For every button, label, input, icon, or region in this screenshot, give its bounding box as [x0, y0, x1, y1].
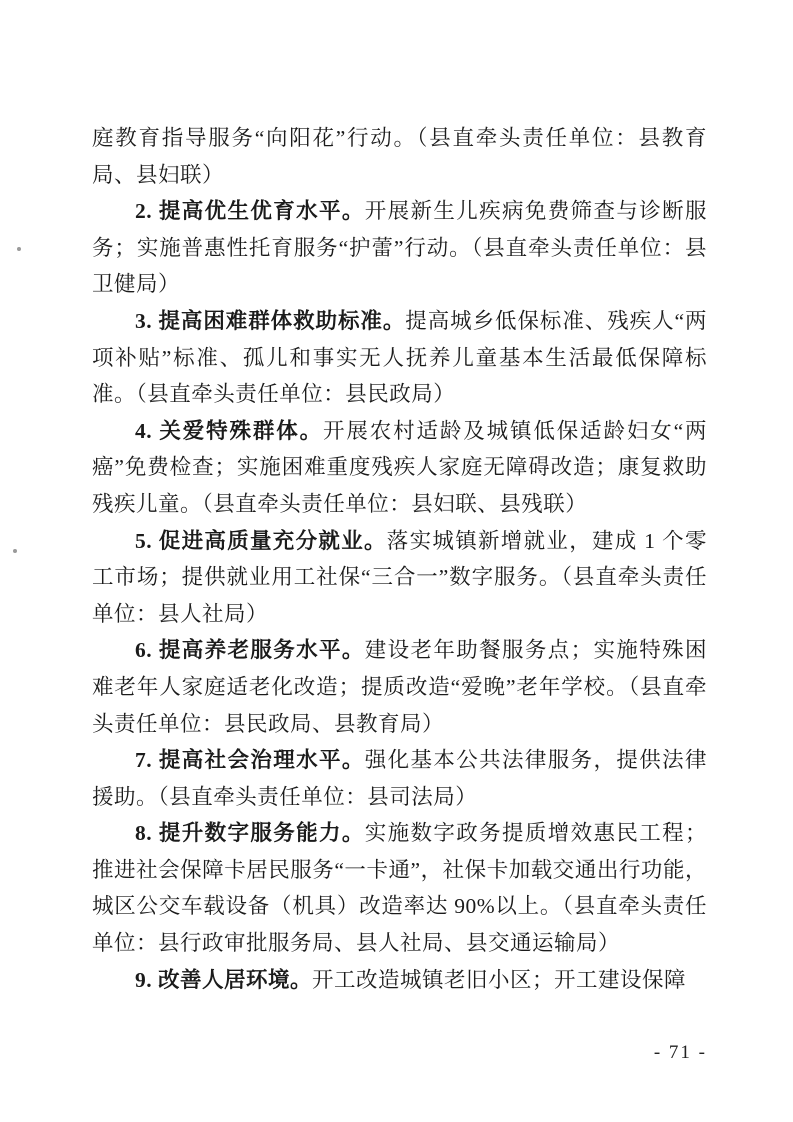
item-heading: 9. 改善人居环境。	[135, 967, 313, 992]
page-number: - 71 -	[653, 1042, 707, 1063]
body-text: 强化基本公共法律服务，提供法律援助。（县直牵头责任单位：县司法局）	[92, 748, 707, 809]
paragraph	[92, 413, 707, 523]
item-heading: 4. 关爱特殊群体。	[135, 418, 323, 443]
paragraph	[92, 632, 707, 742]
paragraph	[92, 815, 707, 961]
scan-speck-icon	[13, 549, 17, 553]
body-text: 开展农村适龄及城镇低保适龄妇女“两癌”免费检查；实施困难重度残疾人家庭无障碍改造；康复救助残疾儿童。（县直牵头责任单位：县妇联、县残联）	[92, 418, 707, 516]
paragraph	[92, 523, 707, 633]
body-text: 落实城镇新增就业，建成 1 个零工市场；提供就业用工社保“三合一”数字服务。（县直牵头责任单位：县人社局）	[92, 528, 707, 626]
scan-speck-icon	[17, 247, 21, 251]
body-text: 建设老年助餐服务点；实施特殊困难老年人家庭适老化改造；提质改造“爱晚”老年学校。（县直牵头责任单位：县民政局、县教育局）	[92, 638, 707, 736]
body-text: 庭教育指导服务“向阳花”行动。（县直牵头责任单位：县教育局、县妇联）	[92, 126, 707, 187]
item-heading: 5. 促进高质量充分就业。	[135, 528, 387, 553]
item-heading: 6. 提高养老服务水平。	[135, 638, 365, 663]
document-body	[92, 120, 707, 998]
paragraph	[92, 962, 707, 999]
item-heading: 2. 提高优生优育水平。	[135, 199, 365, 224]
paragraph	[92, 303, 707, 413]
body-text: 开工改造城镇老旧小区；开工建设保障	[312, 967, 687, 992]
item-heading: 7. 提高社会治理水平。	[135, 748, 365, 773]
body-text: 提高城乡低保标准、残疾人“两项补贴”标准、孤儿和事实无人抚养儿童基本生活最低保障标准。（县直牵头责任单位：县民政局）	[92, 308, 707, 407]
paragraph	[92, 742, 707, 815]
item-heading: 8. 提升数字服务能力。	[135, 821, 365, 846]
paragraph	[92, 193, 707, 303]
paragraph	[92, 120, 707, 193]
item-heading: 3. 提高困难群体救助标准。	[135, 308, 406, 333]
body-text: 开展新生儿疾病免费筛查与诊断服务；实施普惠性托育服务“护蕾”行动。（县直牵头责任单位：县卫健局）	[92, 199, 707, 297]
body-text: 实施数字政务提质增效惠民工程；推进社会保障卡居民服务“一卡通”，社保卡加载交通出行功能，城区公交车载设备（机具）改造率达 90%以上。（县直牵头责任单位：县行政审批服务局、县人社局、县交通运输局）	[92, 821, 707, 956]
